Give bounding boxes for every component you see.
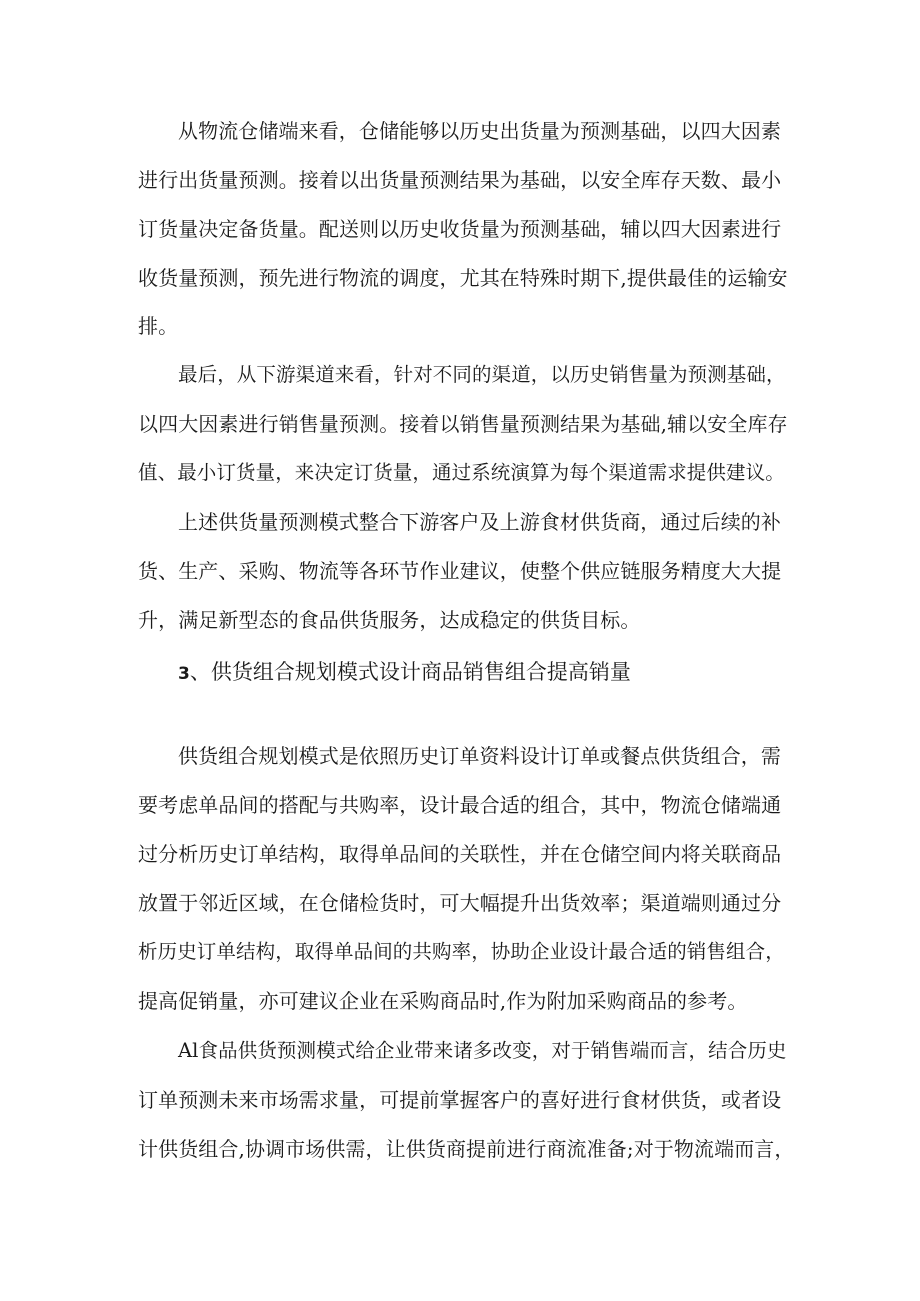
paragraph-4-line-6: 提高促销量，亦可建议企业在采购商品时,作为附加采购商品的参考。 xyxy=(138,989,748,1013)
paragraph-5-line-2: 订单预测未来市场需求量，可提前掌握客户的喜好进行食材供货，或者设 xyxy=(138,1088,782,1112)
paragraph-1-line-1: 从物流仓储端来看，仓储能够以历史出货量为预测基础，以四大因素 xyxy=(178,119,781,143)
paragraph-1-line-3: 订货量决定备货量。配送则以历史收货量为预测基础，辅以四大因素进行 xyxy=(138,217,782,241)
paragraph-2-line-3: 值、最小订货量，来决定订货量，通过系统演算为每个渠道需求提供建议。 xyxy=(138,461,785,484)
section-number: 3 xyxy=(178,664,190,684)
section-title: 、供货组合规划模式设计商品销售组合提高销量 xyxy=(189,660,631,684)
paragraph-3-line-2: 货、生产、采购、物流等各环节作业建议，使整个供应链服务精度大大提 xyxy=(138,559,782,583)
paragraph-2-line-2: 以四大因素进行销售量预测。接着以销售量预测结果为基础,辅以安全库存 xyxy=(138,412,788,436)
paragraph-1-line-5: 排。 xyxy=(138,314,179,338)
paragraph-4-line-1: 供货组合规划模式是依照历史订单资料设计订单或餐点供货组合，需 xyxy=(178,744,781,768)
paragraph-4-line-5: 析历史订单结构，取得单品间的共购率，协助企业设计最合适的销售组合， xyxy=(138,940,785,963)
paragraph-5-line-3: 计供货组合,协调市场供需，让供货商提前进行商流准备;对于物流端而言， xyxy=(138,1137,795,1161)
paragraph-3-line-3: 升，满足新型态的食品供货服务，达成稳定的供货目标。 xyxy=(138,608,641,632)
paragraph-1-line-2: 进行出货量预测。接着以出货量预测结果为基础，以安全库存天数、最小 xyxy=(138,168,782,192)
paragraph-1-line-4: 收货量预测，预先进行物流的调度，尤其在特殊时期下,提供最佳的运输安 xyxy=(138,266,788,290)
paragraph-3-line-1: 上述供货量预测模式整合下游客户及上游食材供货商，通过后续的补 xyxy=(178,510,781,534)
paragraph-4-line-4: 放置于邻近区域，在仓储检货时，可大幅提升出货效率；渠道端则通过分 xyxy=(138,891,782,915)
paragraph-2-line-1: 最后，从下游渠道来看，针对不同的渠道，以历史销售量为预测基础， xyxy=(178,363,786,386)
paragraph-5-line-1: Al食品供货预测模式给企业带来诸多改变，对于销售端而言，结合历史 xyxy=(178,1039,787,1062)
paragraph-4-line-3: 过分析历史订单结构，取得单品间的关联性，并在仓储空间内将关联商品 xyxy=(138,842,782,866)
paragraph-4-line-2: 要考虑单品间的搭配与共购率，设计最合适的组合，其中，物流仓储端通 xyxy=(138,793,782,817)
section-heading xyxy=(178,652,798,694)
